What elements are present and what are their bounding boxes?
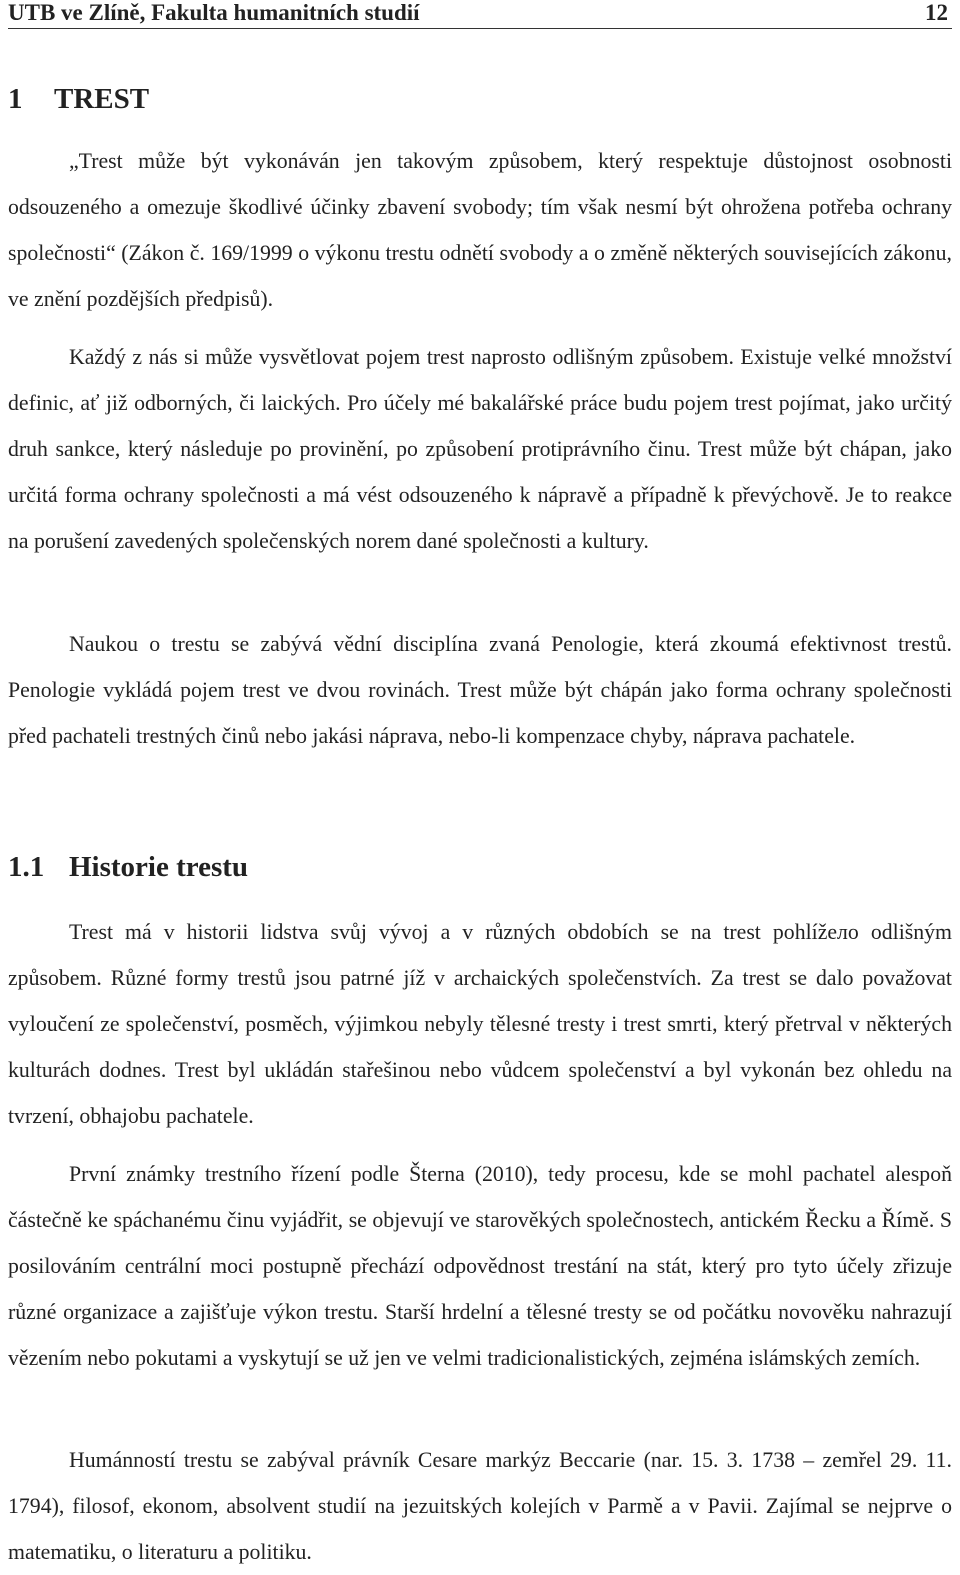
header-institution: UTB ve Zlíně, Fakulta humanitních studií [8, 0, 420, 25]
paragraph-trest-definition: Každý z nás si může vysvětlovat pojem trest naprosto odlišným způsobem. Existuje velké množství definic, ať již odborných, či laických. Pro účely mé bakalářské práce budu pojem trest pojímat, jako určitý druh sankce, který následuje po provinění, po způsobení protiprávního činu. Trest může být chápan, jako určitá forma ochrany společnosti a má vést odsouzeného k nápravě a případně k převýchově. Je to reakce na porušení zavedených společenských norem dané společnosti a kultury. [8, 345, 952, 553]
paragraph-beccaria: Humánností trestu se zabýval právník Cesare markýz Beccarie (nar. 15. 3. 1738 – zemřel 29. 11. 1794), filosof, ekonom, absolvent studií na jezuitských kolejích v Parmě a v Pavii. Zajímal se nejprve o matematiku, o literaturu a politiku. [8, 1448, 952, 1564]
page-number: 12 [925, 0, 948, 25]
paragraph-history-archaic: Trest má v historii lidstva svůj vývoj a v různých obdobích se na trest pohlížело odlišným způsobem. Různé formy trestů jsou patrné jíž v archaických společenstvích. Za trest se dalo považovat vyloučení ze společenství, posměch, výjimkou nebyly tělesné tresty i trest smrti, který přetrval v některých kulturách dodnes. Trest byl ukládán stařešinou nebo vůdcem společenství a byl vykonán bez ohledu na tvrzení, obhajobu pachatele. [8, 920, 952, 1128]
section-title: Historie trestu [69, 851, 249, 883]
paragraph-history-antiquity: První známky trestního řízení podle Šterna (2010), tedy procesu, kde se mohl pachatel alespoň částečně ke spáchanému činu vyjádřit, se objevují ve starověkých společnostech, antickém Řecku a Římě. S posilováním centrální moci postupně přechází odpovědnost trestání na stát, který pro tyto účely zřizuje různé organizace a zajišťuje výkon trestu. Starší hrdelní a tělesné tresty se od počátku novověku nahrazují vězením nebo pokutami a vyskytují se už jen ve velmi tradicionalistických, zejména islámských zemích. [8, 1162, 952, 1370]
section-number: 1.1 [8, 851, 45, 883]
chapter-number: 1 [8, 83, 23, 115]
chapter-title: TREST [54, 83, 150, 115]
paragraph-penologie: Naukou o trestu se zabývá vědní disciplína zvaná Penologie, která zkoumá efektivnost trestů. Penologie vykládá pojem trest ve dvou rovinách. Trest může být chápán jako forma ochrany společnosti před pachateli trestných činů nebo jakási náprava, nebo-li kompenzace chyby, náprava pachatele. [8, 632, 952, 748]
section-heading [8, 850, 248, 884]
running-header [8, 0, 952, 29]
chapter-heading [8, 82, 149, 116]
paragraph-law-quote: „Trest může být vykonáván jen takovým způsobem, který respektuje důstojnost osobnosti odsouzeného a omezuje škodlivé účinky zbavení svobody; tím však nesmí být ohrožena potřeba ochrany společnosti“ (Zákon č. 169/1999 o výkonu trestu odnětí svobody a o změně některých souvisejících zákonu, ve znění pozdějších předpisů). [8, 149, 952, 311]
